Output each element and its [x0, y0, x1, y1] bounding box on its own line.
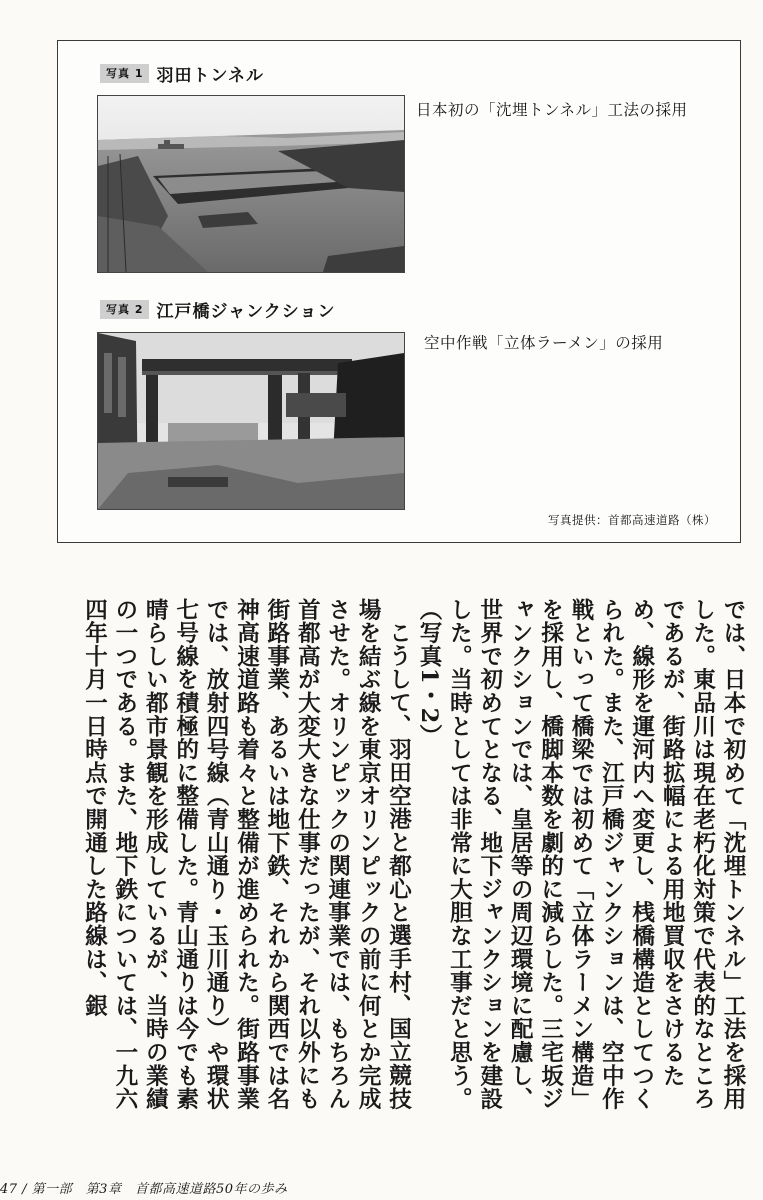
photo-2-badge: 写真 2 [100, 300, 149, 319]
photo-1-badge: 写真 1 [100, 64, 149, 83]
body-paragraph: では、日本で初めて「沈埋トンネル」工法を採用した。東品川は現在老朽化対策で代表的なところであるが、街路拡幅による用地買収をさけるため、線形を運河内へ変更し、桟橋構造としてつくられた。また、江戸橋ジャンクションは、空中作戦といって橋梁では初めて「立体ラーメン構造」を採用し、橋脚本数を劇的に減らした。三宅坂ジャンクションでは、皇居等の周辺環境に配慮し、世界で初めてとなる、地下ジャンクションを建設した。当時としては非常に大胆な工事だと思う。（写真1・2） [415, 598, 746, 1111]
page-footer: 47 / 第一部 第3章 首都高速道路50年の歩み [0, 1182, 288, 1197]
photo-box [57, 40, 741, 543]
body-paragraph: こうして、羽田空港と都心と選手村、国立競技場を結ぶ線を東京オリンピックの前に何とか完成させた。オリンピックの関連事業では、もちろん首都高が大変大きな仕事だったが、それ以外にも街路事業、あるいは地下鉄、それから関西では名神高速道路も着々と整備が進められた。街路事業では、放射四号線（青山通り・玉川通り）や環状七号線を積極的に整備した。青山通りは今でも素晴らしい都市景観を形成しているが、当時の業績の一つである。また、地下鉄については、一九六四年十月一日時点で開通した路線は、銀 [81, 598, 412, 1111]
photo-2-title: 江戸橋ジャンクション [156, 302, 336, 322]
body-text [58, 598, 748, 1133]
photo-edobashi-junction [97, 332, 405, 510]
photo-credit: 写真提供：首都高速道路（株） [548, 513, 716, 527]
photo-1-caption [100, 61, 264, 86]
photo-1-title: 羽田トンネル [156, 66, 264, 86]
photo-haneda-tunnel [97, 95, 405, 273]
photo-2-caption [100, 297, 335, 322]
photo-2-description: 空中作戦「立体ラーメン」の採用 [424, 334, 664, 352]
photo-1-description: 日本初の「沈埋トンネル」工法の採用 [416, 101, 688, 119]
